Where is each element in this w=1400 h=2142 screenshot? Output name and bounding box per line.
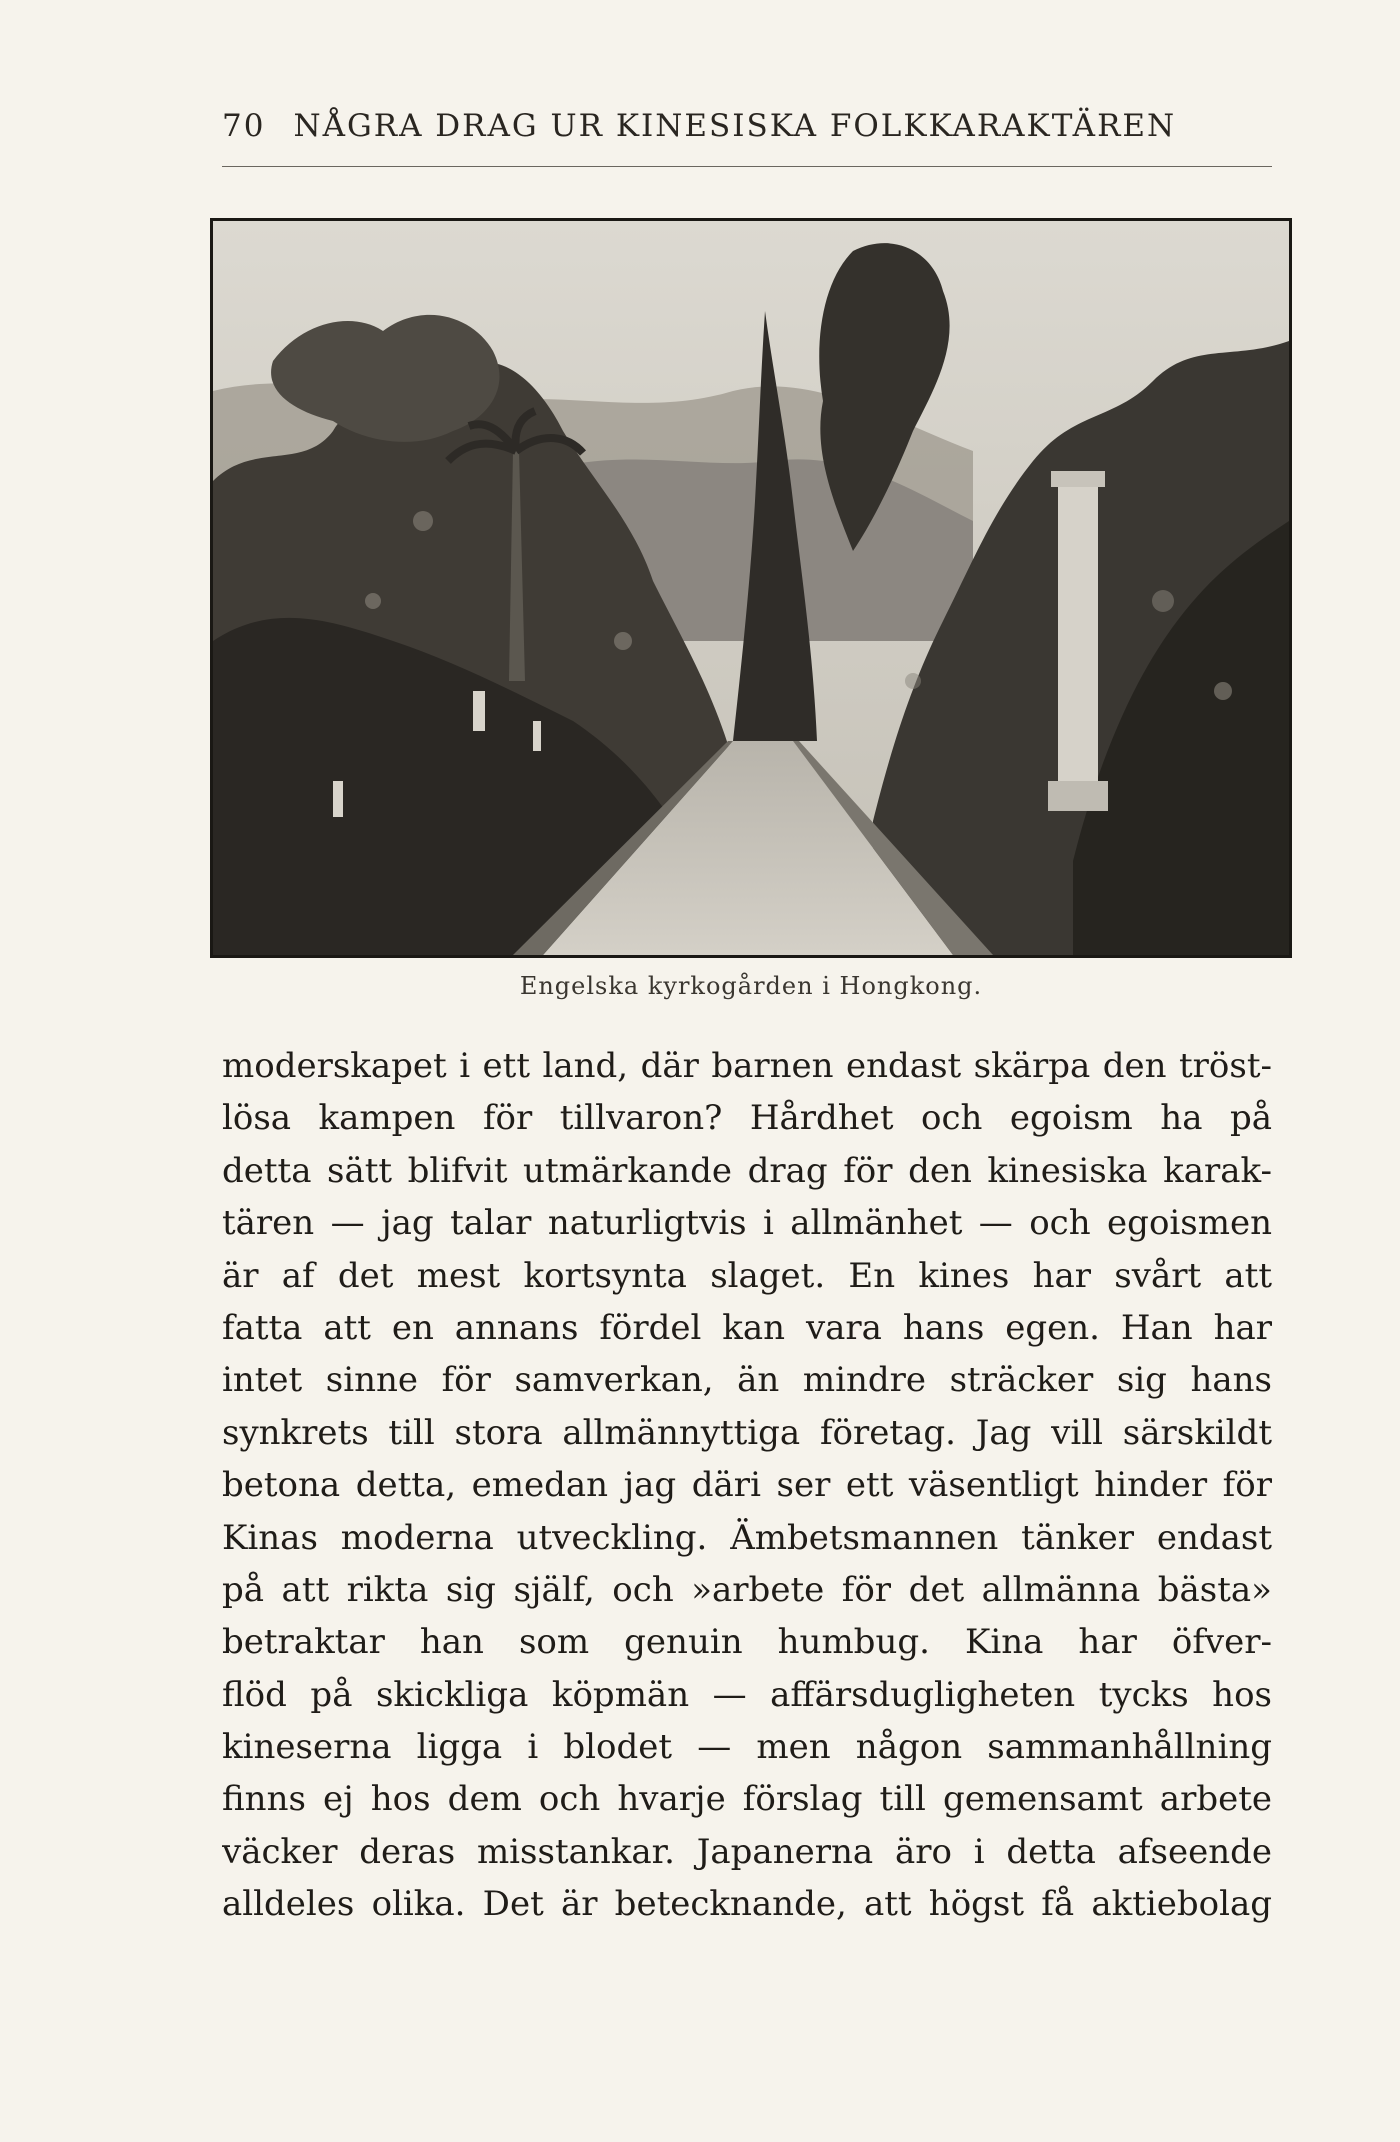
text-line: moderskapet i ett land, där barnen endast skärpa den tröst- [222, 1046, 1272, 1086]
text-line: flöd på skickliga köpmän — affärsdugligheten tycks hos [222, 1674, 1272, 1715]
text-line: betona detta, emedan jag däri ser ett väsentligt hinder för [222, 1465, 1272, 1506]
header-rule [222, 166, 1272, 167]
text-line: finns ej hos dem och hvarje förslag till gemensamt arbete [222, 1779, 1272, 1820]
text-line: väcker deras misstankar. Japanerna äro i detta afseende [222, 1831, 1272, 1872]
body-text [222, 1040, 1272, 1931]
cemetery-path-photo [213, 221, 1289, 955]
text-line: betraktar han som genuin humbug. Kina har öfver- [222, 1622, 1272, 1663]
running-title: NÅGRA DRAG UR KINESISKA FOLKKARAKTÄREN [293, 108, 1177, 144]
text-line: detta sätt blifvit utmärkande drag för den kinesiska karak- [222, 1150, 1272, 1191]
text-line: Kinas moderna utveckling. Ämbetsmannen tänker endast [222, 1517, 1272, 1558]
photograph [210, 218, 1292, 958]
text-line: tären — jag talar naturligtvis i allmänhet — och egoismen [222, 1203, 1272, 1244]
running-head [222, 108, 1272, 144]
text-line: kineserna ligga i blodet — men någon sammanhållning [222, 1727, 1272, 1768]
text-line: synkrets till stora allmännyttiga företag. Jag vill särskildt [222, 1412, 1272, 1453]
text-line: på att rikta sig själf, och »arbete för det allmänna bästa» [222, 1569, 1272, 1610]
text-line: lösa kampen för tillvaron? Hårdhet och egoism ha på [222, 1098, 1272, 1139]
text-line: intet sinne för samverkan, än mindre sträcker sig hans [222, 1360, 1272, 1401]
text-line: fatta att en annans fördel kan vara hans egen. Han har [222, 1307, 1272, 1348]
text-line: är af det mest kortsynta slaget. En kines har svårt att [222, 1255, 1272, 1296]
text-line: alldeles olika. Det är betecknande, att högst få aktiebolag [222, 1884, 1272, 1925]
figure-caption: Engelska kyrkogården i Hongkong. [519, 972, 983, 1000]
page-number: 70 [222, 108, 266, 144]
